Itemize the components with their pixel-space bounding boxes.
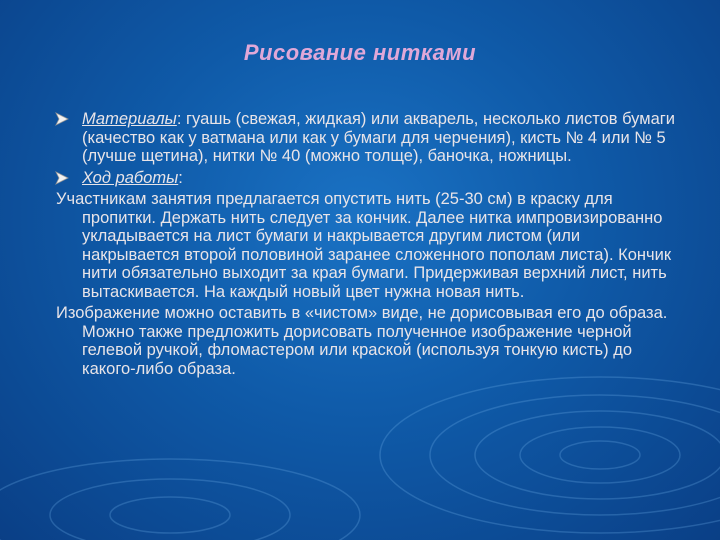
slide-title: Рисование нитками xyxy=(243,40,477,65)
slide-body xyxy=(56,110,676,381)
workflow-label: Ход работы xyxy=(82,168,179,187)
arrow-bullet-icon xyxy=(54,170,70,186)
workflow-text: : xyxy=(178,168,183,187)
arrow-bullet-icon xyxy=(54,111,70,127)
paragraph-procedure: Участникам занятия предлагается опустить нить (25-30 см) в краску для пропитки. Держать нить следует за кончик. Далее нитка импровизированно укладывается на лист бумаги и накрывается другим листом (или накрывается второй половиной заранее сложенного пополам листа). Кончик нити обязательно выходит за края бумаги. Придерживая верхний лист, нить вытаскивается. На каждый новый цвет нужна новая нить. xyxy=(56,190,672,301)
materials-text: : гуашь (свежая, жидкая) или акварель, несколько листов бумаги (качество как у ватмана или как у бумаги для черчения), кисть № 4 или № 5 (лучше щетина), нитки № 40 (можно толще), баночка, ножницы. xyxy=(82,110,676,165)
materials-label: Материалы xyxy=(82,110,177,128)
bullet-materials xyxy=(56,110,676,166)
paragraph-finishing: Изображение можно оставить в «чистом» виде, не дорисовывая его до образа. Можно также предложить дорисовать полученное изображение черной гелевой ручкой, фломастером или краской (используя тонкую кисть) до какого-либо образа. xyxy=(56,304,668,378)
bullet-workflow xyxy=(56,169,676,188)
